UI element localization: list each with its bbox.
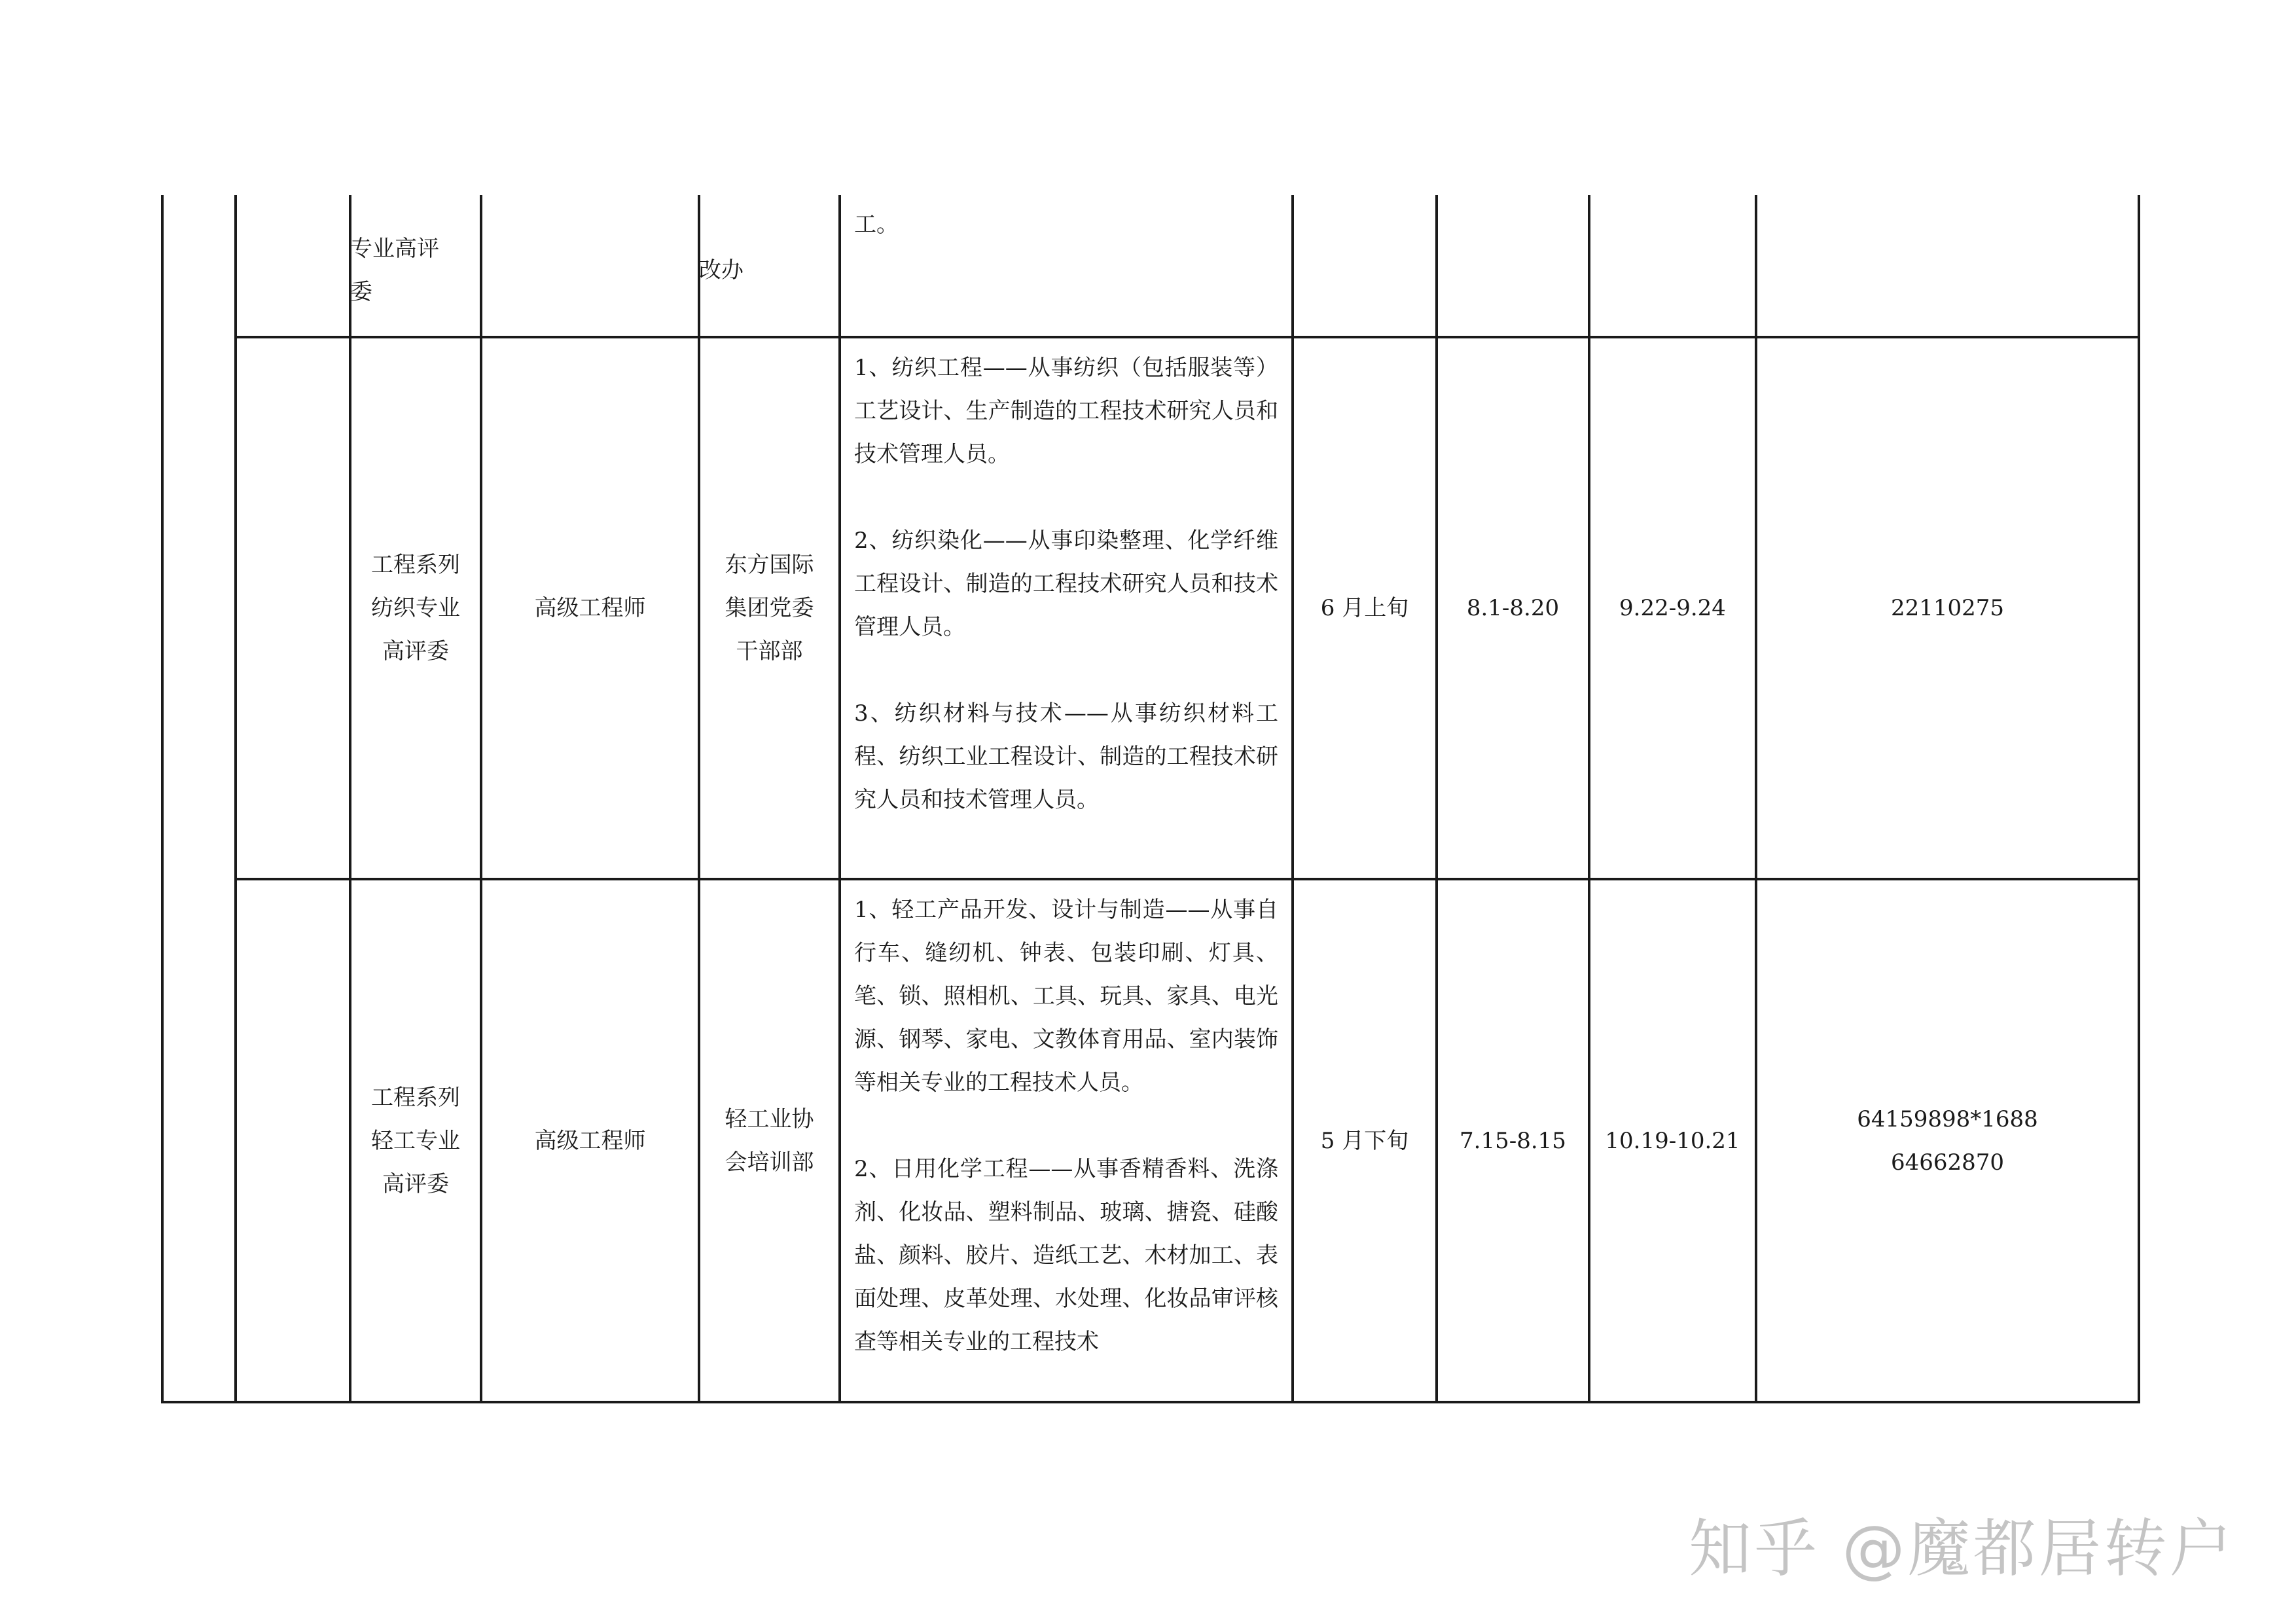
top-row-committee-cell [350,195,481,337]
row2-committee-line-3: 高评委 [382,1171,449,1197]
row1-committee-line-1: 工程系列 [371,552,460,578]
row2-period-1-cell [1437,879,1589,1403]
top-row-description-cell [840,195,1293,337]
row1-description-item-1: 1、纺织工程——从事纺织（包括服装等）工艺设计、生产制造的工程技术研究人员和技术管理人员。 [854,355,1278,467]
top-committee-line-1: 专业高评 [350,235,439,262]
top-organizer-line-1: 改办 [699,257,744,283]
top-committee-line-2: 委 [350,278,372,305]
row1-apply-time-cell [1293,337,1437,879]
row1-committee-line-3: 高评委 [382,638,449,664]
row2-phone-line-1: 64159898*1688 [1857,1106,2038,1132]
row1-apply-time: 6 月上旬 [1320,595,1409,621]
row2-organizer-cell [699,879,840,1403]
row2-organizer-line-2: 会培训部 [725,1149,814,1176]
zhihu-watermark: 知乎 @魔都居转户 [1689,1512,2235,1585]
row2-committee-line-1: 工程系列 [371,1085,460,1111]
row2-description-item-1: 1、轻工产品开发、设计与制造——从事自行车、缝纫机、钟表、包装印刷、灯具、笔、锁、照相机、工具、玩具、家具、电光源、钢琴、家电、文教体育用品、室内装饰等相关专业的工程技术人员。 [854,897,1278,1096]
row1-committee-line-2: 纺织专业 [371,595,460,621]
row2-apply-time: 5 月下旬 [1320,1128,1409,1154]
row2-description-cell [840,879,1293,1403]
row1-description-cell [840,337,1293,879]
row1-organizer-line-3: 干部部 [736,638,803,664]
row1-committee-cell [350,337,481,879]
row1-phone-line-1: 22110275 [1890,595,2005,621]
row2-title-cell [481,879,699,1403]
row1-organizer-line-2: 集团党委 [725,595,814,621]
row2-phone-cell [1756,879,2139,1403]
top-row-organizer-cell [699,195,840,337]
row2-description-item-2: 2、日用化学工程——从事香精香料、洗涤剂、化妆品、塑料制品、玻璃、搪瓷、硅酸盐、颜料、胶片、造纸工艺、木材加工、表面处理、皮革处理、水处理、化妆品审评核查等相关专业的工程技术 [854,1156,1278,1355]
row2-period-1: 7.15-8.15 [1460,1128,1566,1154]
row1-period-2-cell [1589,337,1756,879]
row2-period-2: 10.19-10.21 [1605,1128,1740,1154]
row1-organizer-cell [699,337,840,879]
row1-period-1-cell [1437,337,1589,879]
row2-committee-cell [350,879,481,1403]
row2-organizer-line-1: 轻工业协 [725,1106,814,1132]
row1-organizer-line-1: 东方国际 [725,552,814,578]
row1-description-item-3: 3、纺织材料与技术——从事纺织材料工程、纺织工业工程设计、制造的工程技术研究人员和技术管理人员。 [854,700,1278,813]
top-description-line: 工。 [854,211,899,238]
row2-period-2-cell [1589,879,1756,1403]
row1-period-1: 8.1-8.20 [1466,595,1560,621]
row1-description-item-2: 2、纺织染化——从事印染整理、化学纤维工程设计、制造的工程技术研究人员和技术管理人员。 [854,528,1278,640]
row2-phone-line-2: 64662870 [1890,1149,2005,1176]
row2-committee-line-2: 轻工专业 [371,1128,460,1154]
row2-apply-time-cell [1293,879,1437,1403]
row1-period-2: 9.22-9.24 [1619,595,1726,621]
row1-title: 高级工程师 [534,595,646,621]
row1-phone-cell [1756,337,2139,879]
row1-title-cell [481,337,699,879]
row2-title: 高级工程师 [534,1128,646,1154]
